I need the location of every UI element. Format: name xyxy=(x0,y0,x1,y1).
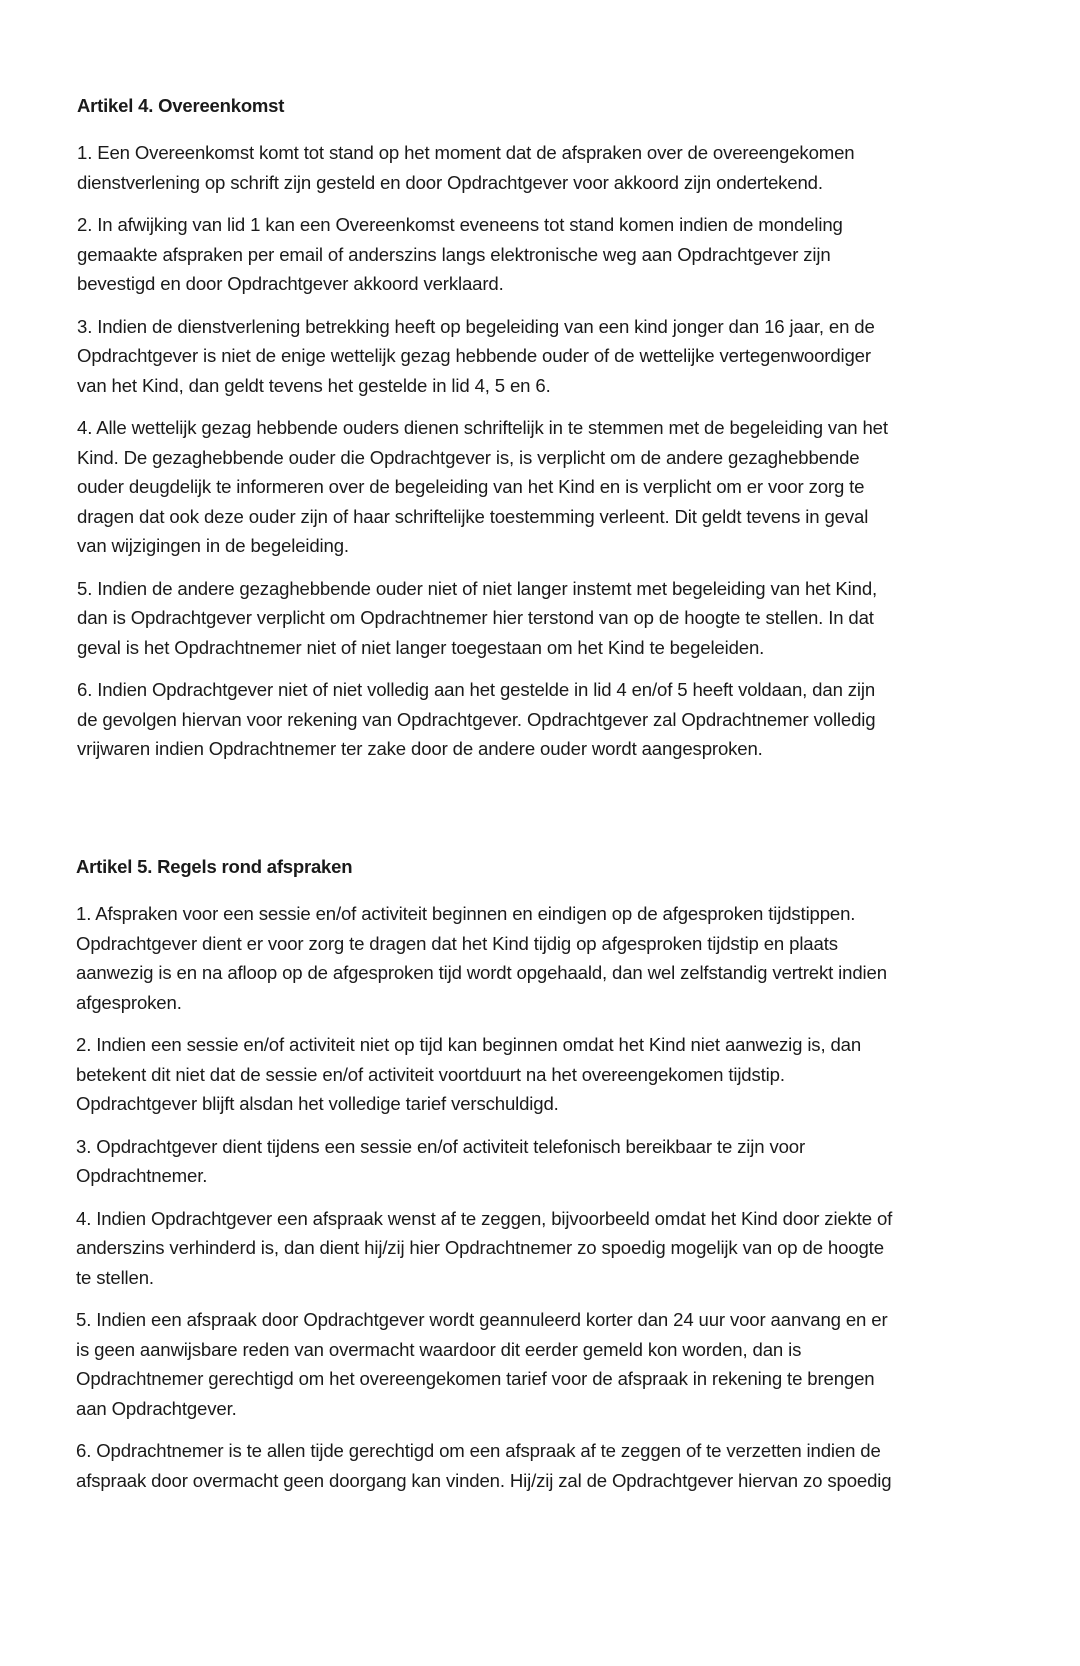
clause-line: betekent dit niet dat de sessie en/of activiteit voortduurt na het overeengekomen tijdstip. xyxy=(76,1063,785,1085)
clause-line: bevestigd en door Opdrachtgever akkoord verklaard. xyxy=(77,273,504,294)
article-4-clause-4 xyxy=(77,413,1017,561)
article-5-clause-3 xyxy=(76,1132,1016,1191)
clause-line: ouder deugdelijk te informeren over de begeleiding van het Kind en is verplicht om er voor zorg te xyxy=(77,476,865,497)
clause-line: 2. Indien een sessie en/of activiteit niet op tijd kan beginnen omdat het Kind niet aanwezig is, dan xyxy=(76,1034,862,1055)
clause-line: Opdrachtgever dient er voor zorg te dragen dat het Kind tijdig op afgesproken tijdstip en plaats xyxy=(76,932,838,954)
clause-line: aanwezig is en na afloop op de afgesproken tijd wordt opgehaald, dan wel zelfstandig vertrekt indien xyxy=(76,962,887,983)
clause-line: te stellen. xyxy=(76,1266,154,1288)
clause-line: 3. Opdrachtgever dient tijdens een sessie en/of activiteit telefonisch bereikbaar te zijn voor xyxy=(76,1135,806,1157)
article-5-title: Artikel 5. Regels rond afspraken xyxy=(76,856,353,877)
clause-line: vrijwaren indien Opdrachtnemer ter zake door de andere ouder wordt aangesproken. xyxy=(77,738,763,759)
clause-line: anderszins verhinderd is, dan dient hij/zij hier Opdrachtnemer zo spoedig mogelijk van op de hoogte xyxy=(76,1237,884,1258)
article-5-clause-2 xyxy=(76,1030,1016,1119)
clause-line: dienstverlening op schrift zijn gesteld en door Opdrachtgever voor akkoord zijn ondertekend. xyxy=(77,171,823,193)
article-4-clause-6 xyxy=(77,675,1017,764)
article-5-clause-4 xyxy=(76,1204,1016,1293)
clause-line: 6. Opdrachtnemer is te allen tijde gerechtigd om een afspraak af te zeggen of te verzetten indien de xyxy=(76,1440,881,1461)
article-4-clause-1 xyxy=(77,138,1017,197)
clause-line: Opdrachtgever is niet de enige wettelijk gezag hebbende ouder of de wettelijke vertegenwoordiger xyxy=(77,345,871,366)
article-4 xyxy=(77,94,1017,777)
clause-line: dragen dat ook deze ouder zijn of haar schriftelijke toestemming verleent. Dit geldt tevens in geval xyxy=(77,505,869,527)
article-4-clause-3 xyxy=(77,312,1017,401)
clause-line: 2. In afwijking van lid 1 kan een Overeenkomst eveneens tot stand komen indien de mondeling xyxy=(77,214,843,235)
clause-line: gemaakte afspraken per email of anderszins langs elektronische weg aan Opdrachtgever zijn xyxy=(77,243,831,265)
clause-line: 6. Indien Opdrachtgever niet of niet volledig aan het gestelde in lid 4 en/of 5 heeft voldaan, dan zijn xyxy=(77,679,876,700)
clause-line: 5. Indien de andere gezaghebbende ouder niet of niet langer instemt met begeleiding van het Kind, xyxy=(77,577,878,599)
article-5-clause-6 xyxy=(76,1436,1016,1495)
article-5-clause-1 xyxy=(76,899,1016,1017)
article-4-clause-5 xyxy=(77,574,1017,663)
clause-line: afspraak door overmacht geen doorgang kan vinden. Hij/zij zal de Opdrachtgever hiervan zo spoedig xyxy=(76,1469,892,1491)
clause-line: van het Kind, dan geldt tevens het gestelde in lid 4, 5 en 6. xyxy=(77,374,551,396)
clause-line: Opdrachtgever blijft alsdan het volledige tarief verschuldigd. xyxy=(76,1093,559,1114)
article-5 xyxy=(76,855,1016,1508)
clause-line: 4. Indien Opdrachtgever een afspraak wenst af te zeggen, bijvoorbeeld omdat het Kind door ziekte of xyxy=(76,1207,893,1229)
clause-line: 4. Alle wettelijk gezag hebbende ouders dienen schriftelijk in te stemmen met de begeleiding van het xyxy=(77,417,888,438)
clause-line: 5. Indien een afspraak door Opdrachtgever wordt geannuleerd korter dan 24 uur voor aanvang en er xyxy=(76,1309,888,1330)
clause-line: is geen aanwijsbare reden van overmacht waardoor dit eerder gemeld kon worden, dan is xyxy=(76,1338,802,1360)
article-4-title: Artikel 4. Overeenkomst xyxy=(77,95,285,116)
clause-line: Opdrachtnemer gerechtigd om het overeengekomen tarief voor de afspraak in rekening te brengen xyxy=(76,1368,875,1389)
clause-line: 1. Afspraken voor een sessie en/of activiteit beginnen en eindigen op de afgesproken tijdstippen. xyxy=(76,903,856,924)
clause-line: de gevolgen hiervan voor rekening van Opdrachtgever. Opdrachtgever zal Opdrachtnemer volledig xyxy=(77,708,876,730)
clause-line: Kind. De gezaghebbende ouder die Opdrachtgever is, is verplicht om de andere gezaghebbende xyxy=(77,446,860,468)
clause-line: van wijzigingen in de begeleiding. xyxy=(77,535,349,556)
clause-line: afgesproken. xyxy=(76,991,182,1013)
clause-line: 3. Indien de dienstverlening betrekking heeft op begeleiding van een kind jonger dan 16 jaar, en de xyxy=(77,315,875,337)
clause-line: dan is Opdrachtgever verplicht om Opdrachtnemer hier terstond van op de hoogte te stellen. In dat xyxy=(77,607,874,628)
article-4-clause-2 xyxy=(77,210,1017,299)
clause-line: Opdrachtnemer. xyxy=(76,1165,208,1186)
clause-line: aan Opdrachtgever. xyxy=(76,1397,237,1419)
article-5-clause-5 xyxy=(76,1305,1016,1423)
clause-line: 1. Een Overeenkomst komt tot stand op het moment dat de afspraken over de overeengekomen xyxy=(77,142,855,163)
clause-line: geval is het Opdrachtnemer niet of niet langer toegestaan om het Kind te begeleiden. xyxy=(77,636,765,658)
